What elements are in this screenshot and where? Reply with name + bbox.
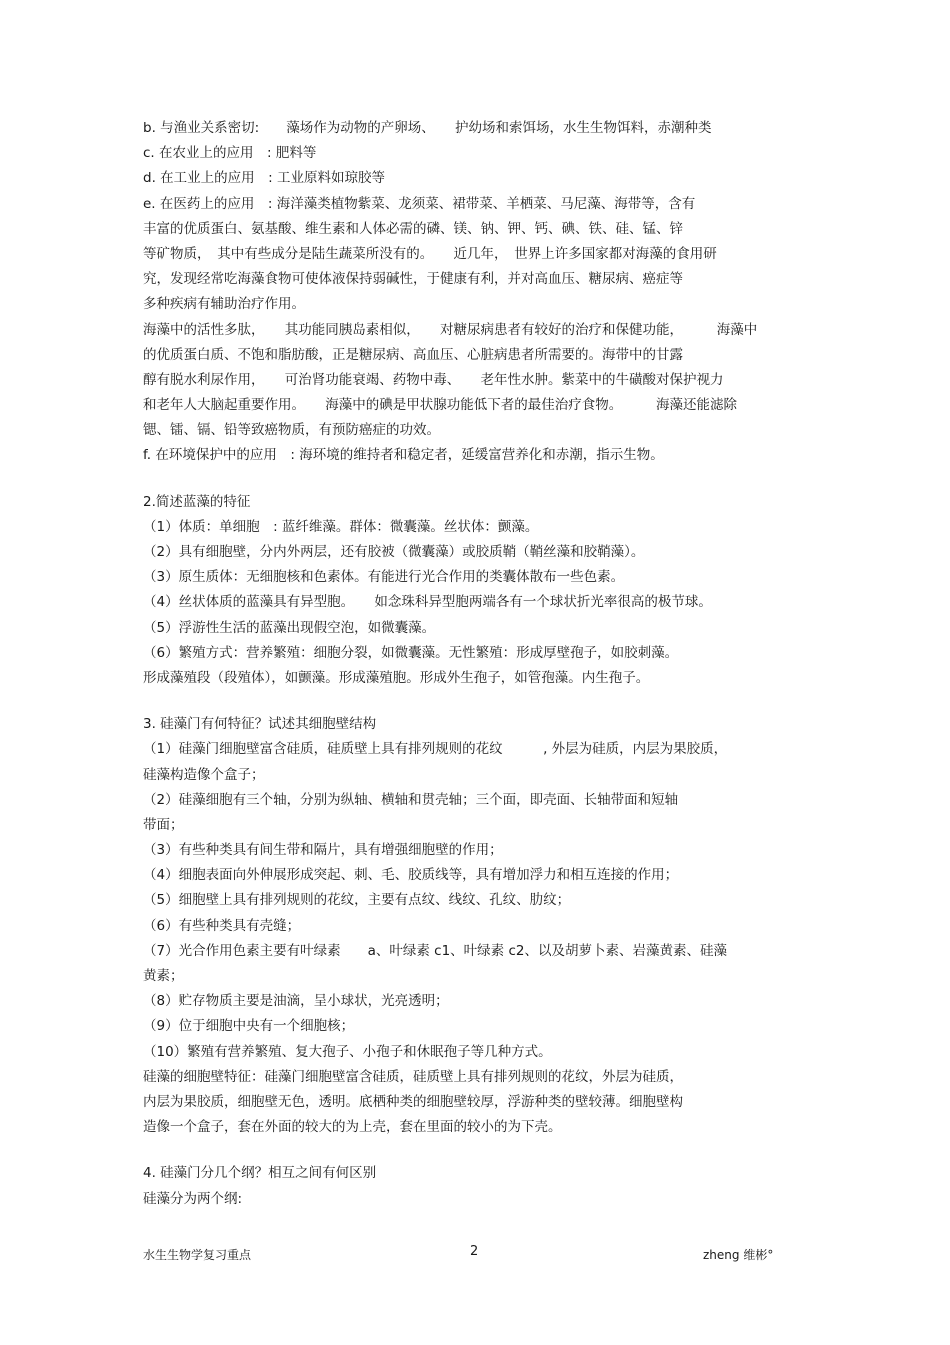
text-line: 2.简述蓝藻的特征 (143, 493, 251, 510)
text-line: 带面； (143, 816, 184, 833)
footer-author: zheng 维彬° (703, 1248, 774, 1262)
text-line: 硅藻的细胞壁特征：硅藻门细胞壁富含硅质，硅质壁上具有排列规则的花纹，外层为硅质， (143, 1068, 683, 1085)
section-gap (143, 1140, 823, 1161)
page-number: 2 (470, 1244, 479, 1259)
text-line: 硅藻构造像个盒子； (143, 766, 265, 783)
text-line: 内层为果胶质，细胞壁无色，透明。底栖种类的细胞壁较厚，浮游种类的壁较薄。细胞壁构 (143, 1093, 683, 1110)
text-line: （1）硅藻门细胞壁富含硅质，硅质壁上具有排列规则的花纹 , 外层为硅质，内层为果胶质， (143, 741, 728, 758)
text-line: （8）贮存物质主要是油滴，呈小球状，光亮透明； (143, 993, 449, 1010)
text-line: （5）细胞壁上具有排列规则的花纹，主要有点纹、线纹、孔纹、肋纹； (143, 892, 571, 909)
text-line: （1）体质：单细胞 : 蓝纤维藻。群体：微囊藻。丝状体：颤藻。 (143, 518, 539, 535)
text-line: 醇有脱水利尿作用， 可治肾功能衰竭、药物中毒、 老年性水肿。紫菜中的牛磺酸对保护视力 (143, 371, 724, 388)
section-diatoms (143, 712, 823, 1140)
text-line: 形成藻殖段（段殖体），如颤藻。形成藻殖胞。形成外生孢子，如管孢藻。内生孢子。 (143, 669, 650, 686)
text-line: c. 在农业上的应用 : 肥料等 (143, 145, 317, 162)
text-line: d. 在工业上的应用 : 工业原料如琼胶等 (143, 170, 385, 187)
text-line: 海藻中的活性多肽， 其功能同胰岛素相似， 对糖尿病患者有较好的治疗和保健功能， 海藻中 (143, 321, 758, 338)
text-line: 黄素； (143, 968, 184, 984)
text-line: （4）丝状体质的蓝藻具有异型胞。 如念珠科异型胞两端各有一个球状折光率很高的极节球。 (143, 594, 712, 611)
section-cyanobacteria (143, 490, 823, 692)
text-line: （3）有些种类具有间生带和隔片，具有增强细胞壁的作用； (143, 842, 503, 859)
text-line: （2）具有细胞壁，分内外两层，还有胶被（微囊藻）或胶质鞘（鞘丝藻和胶鞘藻）。 (143, 544, 645, 560)
text-line: （6）繁殖方式：营养繁殖：细胞分裂，如微囊藻。无性繁殖：形成厚壁孢子，如胶刺藻。 (143, 644, 679, 661)
text-line: 多种疾病有辅助治疗作用。 (143, 296, 305, 313)
text-line: 丰富的优质蛋白、氨基酸、维生素和人体必需的磷、镁、钠、钾、钙、碘、铁、硅、锰、锌 (143, 220, 683, 237)
text-line: （2）硅藻细胞有三个轴，分别为纵轴、横轴和贯壳轴；三个面，即壳面、长轴带面和短轴 (143, 791, 679, 808)
text-line: 的优质蛋白质、不饱和脂肪酸，正是糖尿病、高血压、心脏病患者所需要的。海带中的甘露 (143, 346, 683, 363)
text-line: b. 与渔业关系密切: 藻场作为动物的产卵场、 护幼场和索饵场，水生生物饵料，赤潮种类 (143, 120, 712, 136)
document-body (143, 116, 823, 1212)
text-line: （9）位于细胞中央有一个细胞核； (143, 1018, 355, 1035)
text-line: 4. 硅藻门分几个纲？相互之间有何区别 (143, 1165, 377, 1182)
text-line: （10）繁殖有营养繁殖、复大孢子、小孢子和休眠孢子等几种方式。 (143, 1043, 552, 1060)
text-line: （7）光合作用色素主要有叶绿素 a、叶绿素 c1、叶绿素 c2、以及胡萝卜素、岩藻黄素、硅藻 (143, 942, 727, 959)
section-gap (143, 469, 823, 490)
text-line: 和老年人大脑起重要作用。 海藻中的碘是甲状腺功能低下者的最佳治疗食物。 海藻还能滤除 (143, 397, 737, 414)
section-diatom-classes (143, 1161, 823, 1211)
text-line: 造像一个盒子，套在外面的较大的为上壳，套在里面的较小的为下壳。 (143, 1119, 562, 1136)
text-line: 硅藻分为两个纲: (143, 1190, 243, 1207)
text-line: 等矿物质， 其中有些成分是陆生蔬菜所没有的。 近几年， 世界上许多国家都对海藻的食用研 (143, 245, 717, 262)
section-gap (143, 691, 823, 712)
text-line: （3）原生质体：无细胞核和色素体。有能进行光合作用的类囊体散布一些色素。 (143, 569, 625, 586)
text-line: （5）浮游性生活的蓝藻出现假空泡，如微囊藻。 (143, 619, 436, 636)
text-line: 锶、镭、镉、铅等致癌物质，有预防癌症的功效。 (143, 422, 440, 439)
text-line: e. 在医药上的应用 : 海洋藻类植物紫菜、龙须菜、裙带菜、羊栖菜、马尼藻、海带等，含有 (143, 195, 696, 212)
text-line: （4）细胞表面向外伸展形成突起、刺、毛、胶质线等，具有增加浮力和相互连接的作用； (143, 867, 679, 884)
text-line: 究，发现经常吃海藻食物可使体液保持弱碱性，于健康有利，并对高血压、糖尿病、癌症等 (143, 271, 683, 288)
section-applications (143, 116, 823, 469)
text-line: 3. 硅藻门有何特征？试述其细胞壁结构 (143, 716, 377, 733)
text-line: f. 在环境保护中的应用 : 海环境的维持者和稳定者，延缓富营养化和赤潮，指示生物。 (143, 447, 664, 464)
text-line: （6）有些种类具有壳缝； (143, 917, 301, 934)
footer-title: 水生生物学复习重点 (143, 1248, 252, 1262)
